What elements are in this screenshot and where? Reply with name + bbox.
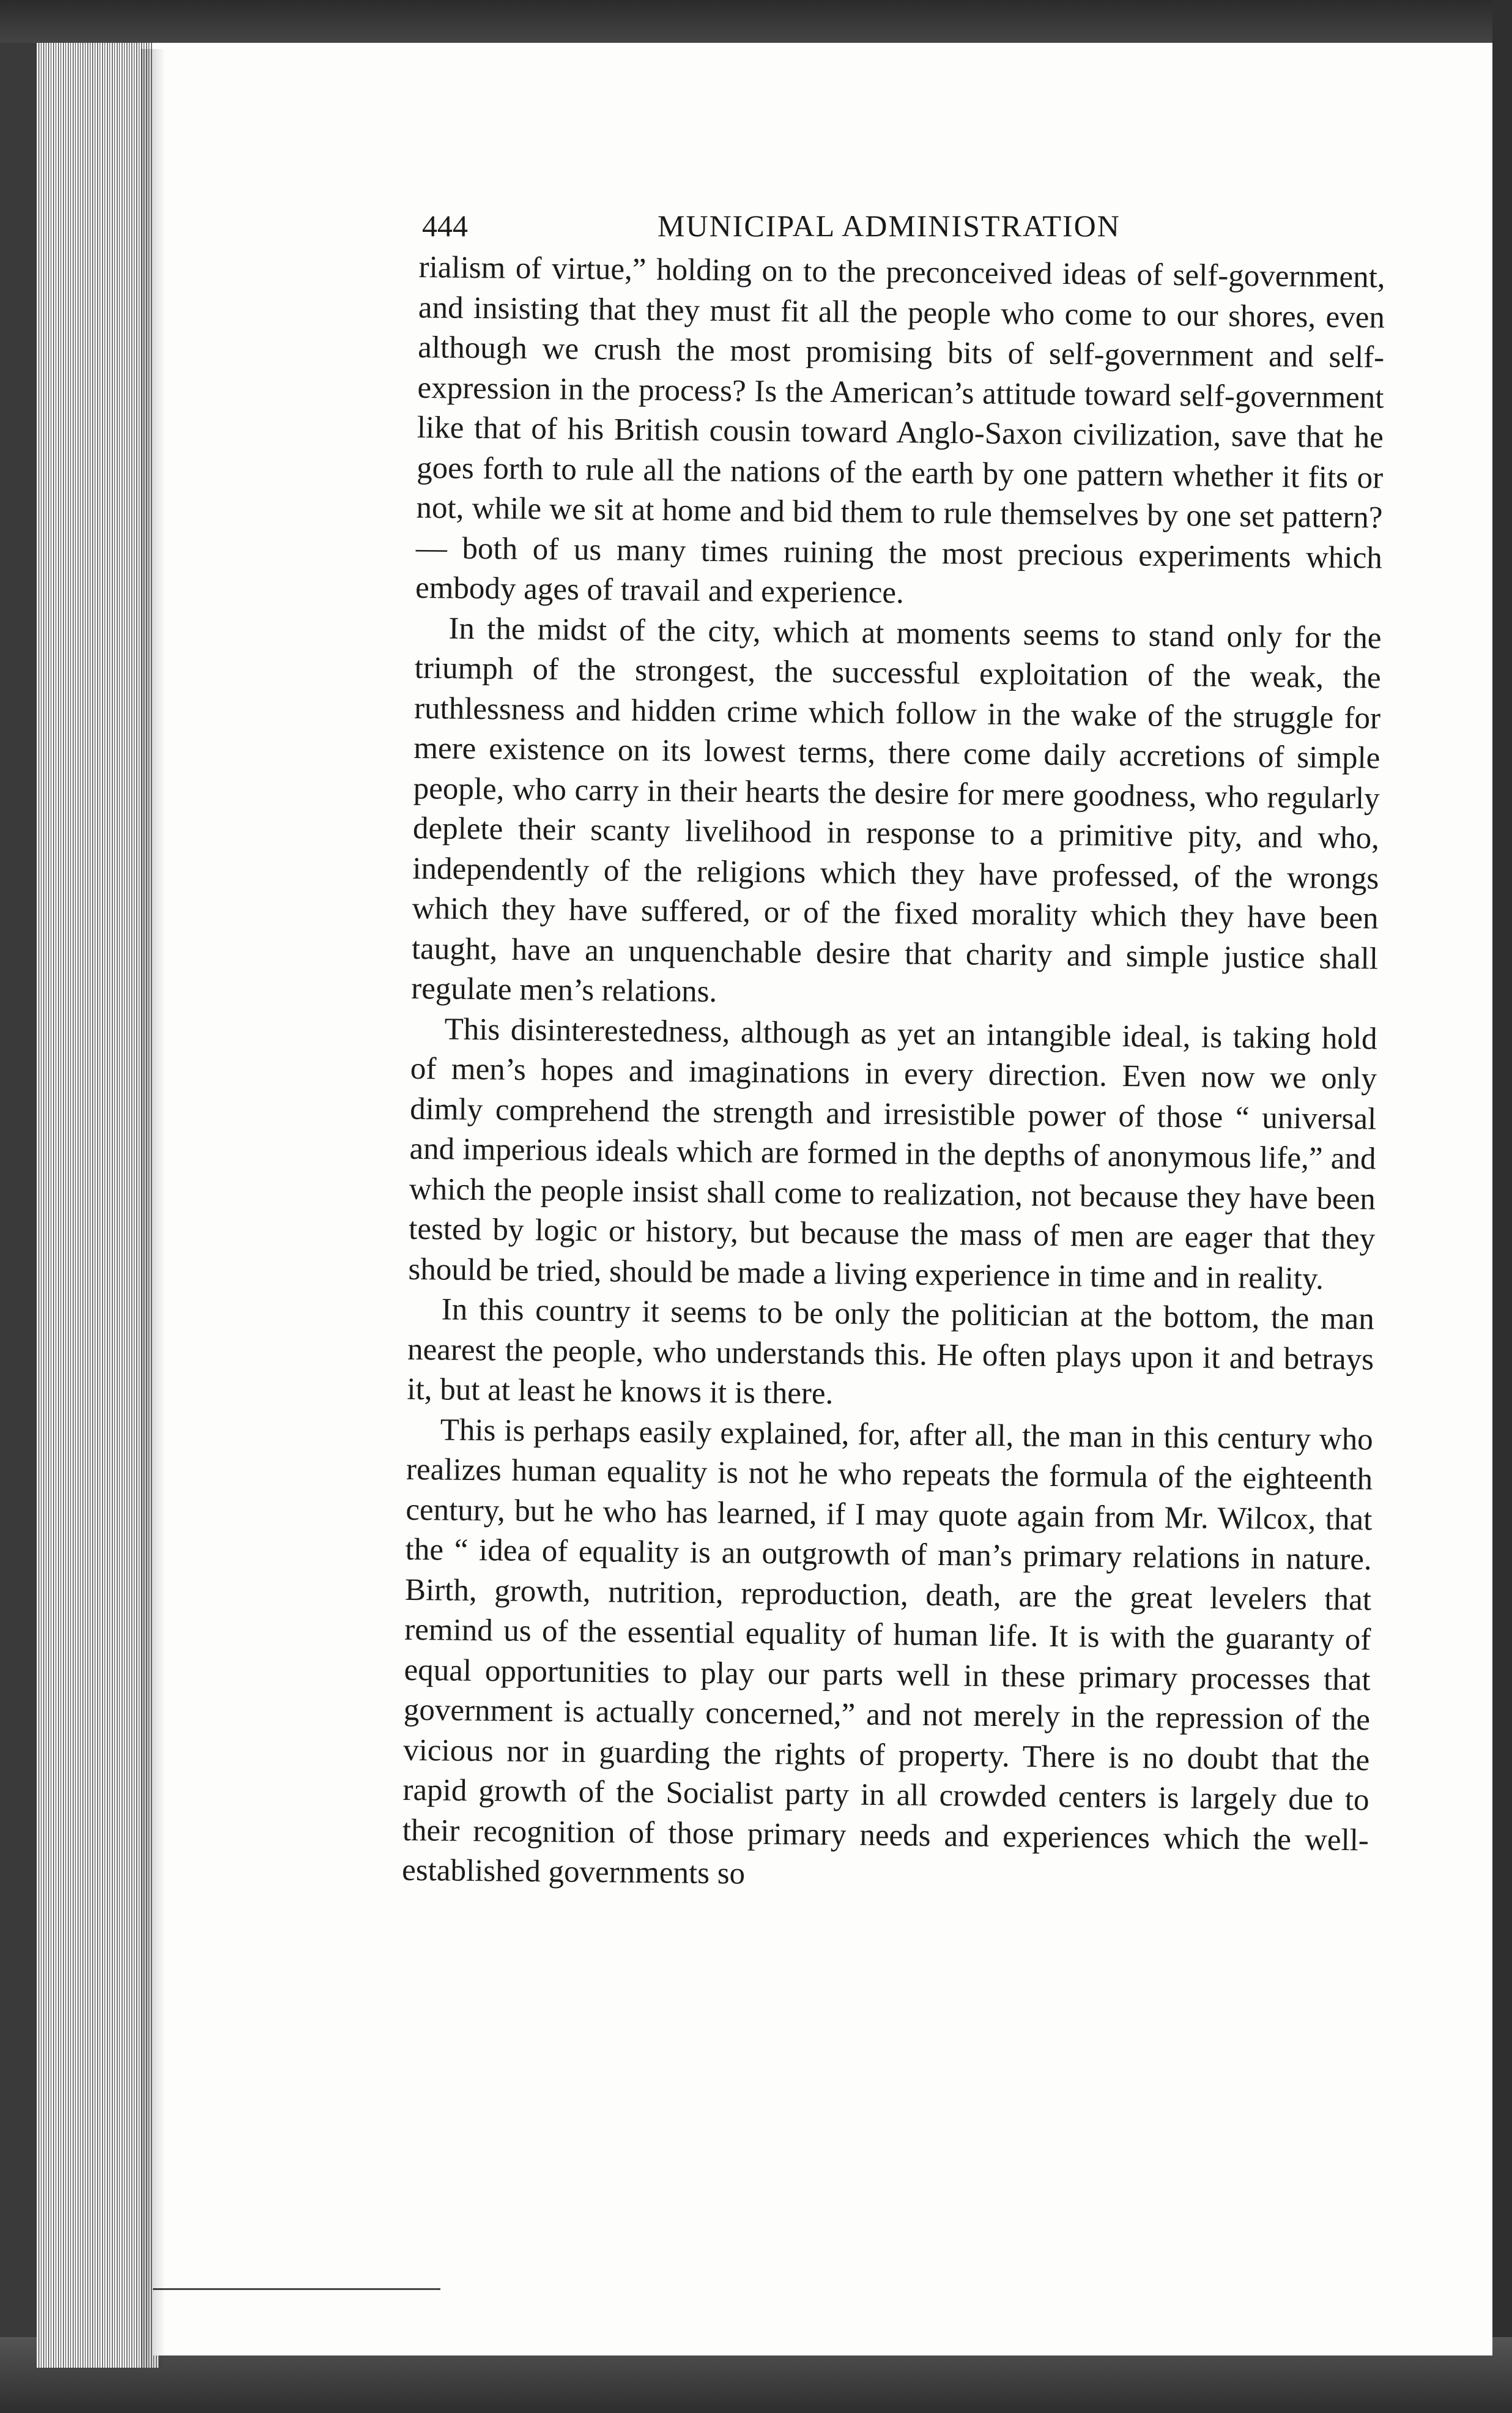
page-bottom-rule xyxy=(153,2288,440,2290)
paragraph: rialism of virtue,” holding on to the preconceived ideas of self-government, and insisting that they must fit all the people who come to our shores, even although we crush the most promising bits of self-government and self-expression in the process? Is the American’s attitude toward self-government like that of his British cousin toward Anglo-Saxon civilization, save that he goes forth to rule all the nations of the earth by one pattern whether it fits or not, while we sit at home and bid them to rule themselves by one set pattern? — both of us many times ruining the most precious experiments which embody ages of travail and experience. xyxy=(415,250,1385,611)
gutter-shadow xyxy=(141,49,165,2368)
paragraph: This disinterestedness, although as yet an intangible ideal, is taking hold of men’s hopes and imaginations in every direction. Even now we only dimly comprehend the strength and irresistible power of those “ universal and imperious ideals which are formed in the depths of anonymous life,” and which the people insist shall come to realization, not because they have been tested by logic or history, but because the mass of men are eager that they should be tried, should be made a living experience in time and in reality. xyxy=(408,1012,1377,1296)
book-page xyxy=(153,43,1492,2355)
scan-frame-top xyxy=(0,0,1512,43)
paragraph: In the midst of the city, which at moments seems to stand only for the triumph of the strongest, the successful exploitation of the weak, the ruthlessness and hidden crime which follow in the wake of the struggle for mere existence on its lowest terms, there come daily accretions of simple people, who carry in their hearts the desire for mere goodness, who regularly deplete their scanty livelihood in response to a primitive pity, and who, independently of the religions which they have professed, of the wrongs which they have suffered, or of the fixed morality which they have been taught, have an unquenchable desire that charity and simple justice shall regulate men’s relations. xyxy=(411,611,1382,1009)
page-header xyxy=(422,196,1309,251)
page-number: 444 xyxy=(422,209,468,243)
running-head: MUNICIPAL ADMINISTRATION xyxy=(658,209,1121,243)
paragraph: This is perhaps easily explained, for, after all, the man in this century who realizes human equality is not he who repeats the formula of the eighteenth century, but he who has learned, if I may quote again from Mr. Wilcox, that the “ idea of equality is an outgrowth of man’s primary relations in nature. Birth, growth, nutrition, reproduction, death, are the great levelers that remind us of the essential equality of human life. It is with the guaranty of equal opportunities to play our parts well in these primary processes that government is actually concerned,” and not merely in the repression of the vicious nor in guarding the rights of property. There is no doubt that the rapid growth of the Socialist party in all crowded centers is largely due to their recognition of those primary needs and experiences which the well-established governments so xyxy=(401,1412,1373,1891)
paragraph: In this country it seems to be only the politician at the bottom, the man nearest the people, who understands this. He often plays upon it and betrays it, but at least he knows it is there. xyxy=(407,1292,1375,1411)
scan-frame-right xyxy=(1492,0,1512,2413)
body-text xyxy=(402,248,1385,1901)
